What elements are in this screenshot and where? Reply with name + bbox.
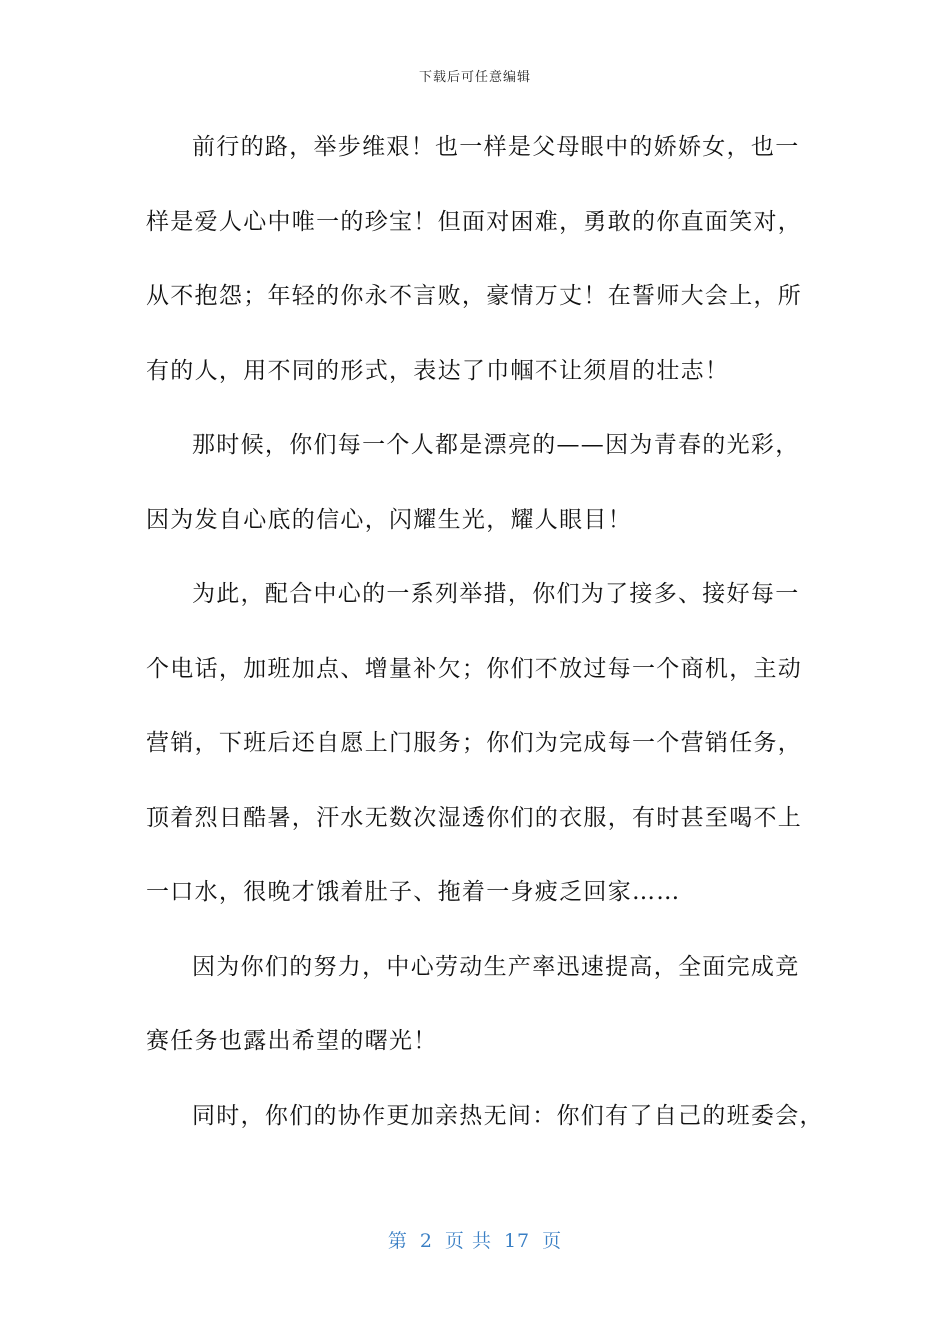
text-line-5: 那时候，你们每一个人都是漂亮的——因为青春的光彩， xyxy=(192,432,800,458)
page-total: 17 xyxy=(503,1230,531,1252)
page-suffix: 页 xyxy=(542,1230,563,1252)
text-line-14: 同时，你们的协作更加亲热无间：你们有了自己的班委会， xyxy=(192,1102,824,1129)
text-line-7: 为此，配合中心的一系列举措，你们为了接多、接好每一 xyxy=(192,581,800,607)
text-line-13: 赛任务也露出希望的曙光！ xyxy=(146,1028,438,1054)
text-line-9: 营销，下班后还自愿上门服务；你们为完成每一个营销任务， xyxy=(146,730,803,756)
text-line-1: 前行的路，举步维艰！也一样是父母眼中的娇娇女，也一 xyxy=(192,134,800,160)
text-line-2: 样是爱人心中唯一的珍宝！但面对困难，勇敢的你直面笑对， xyxy=(146,208,803,235)
page-prefix: 第 xyxy=(387,1230,408,1252)
header-note: 下载后可任意编辑 xyxy=(418,70,531,85)
text-line-4: 有的人，用不同的形式，表达了巾帼不让须眉的壮志！ xyxy=(146,357,730,384)
text-line-11: 一口水，很晚才饿着肚子、拖着一身疲乏回家…… xyxy=(146,879,681,905)
document-body xyxy=(146,124,824,1167)
text-line-12: 因为你们的努力，中心劳动生产率迅速提高，全面完成竞 xyxy=(192,953,800,980)
page-footer xyxy=(0,1226,950,1253)
page-number: 2 xyxy=(419,1230,433,1252)
page-mid: 页 共 xyxy=(444,1230,492,1252)
text-line-3: 从不抱怨；年轻的你永不言败，豪情万丈！在誓师大会上，所 xyxy=(146,283,803,309)
text-line-6: 因为发自心底的信心，闪耀生光，耀人眼目！ xyxy=(146,506,632,533)
text-line-10: 顶着烈日酷暑，汗水无数次湿透你们的衣服，有时甚至喝不上 xyxy=(146,804,803,831)
text-line-8: 个电话，加班加点、增量补欠；你们不放过每一个商机，主动 xyxy=(146,655,803,682)
